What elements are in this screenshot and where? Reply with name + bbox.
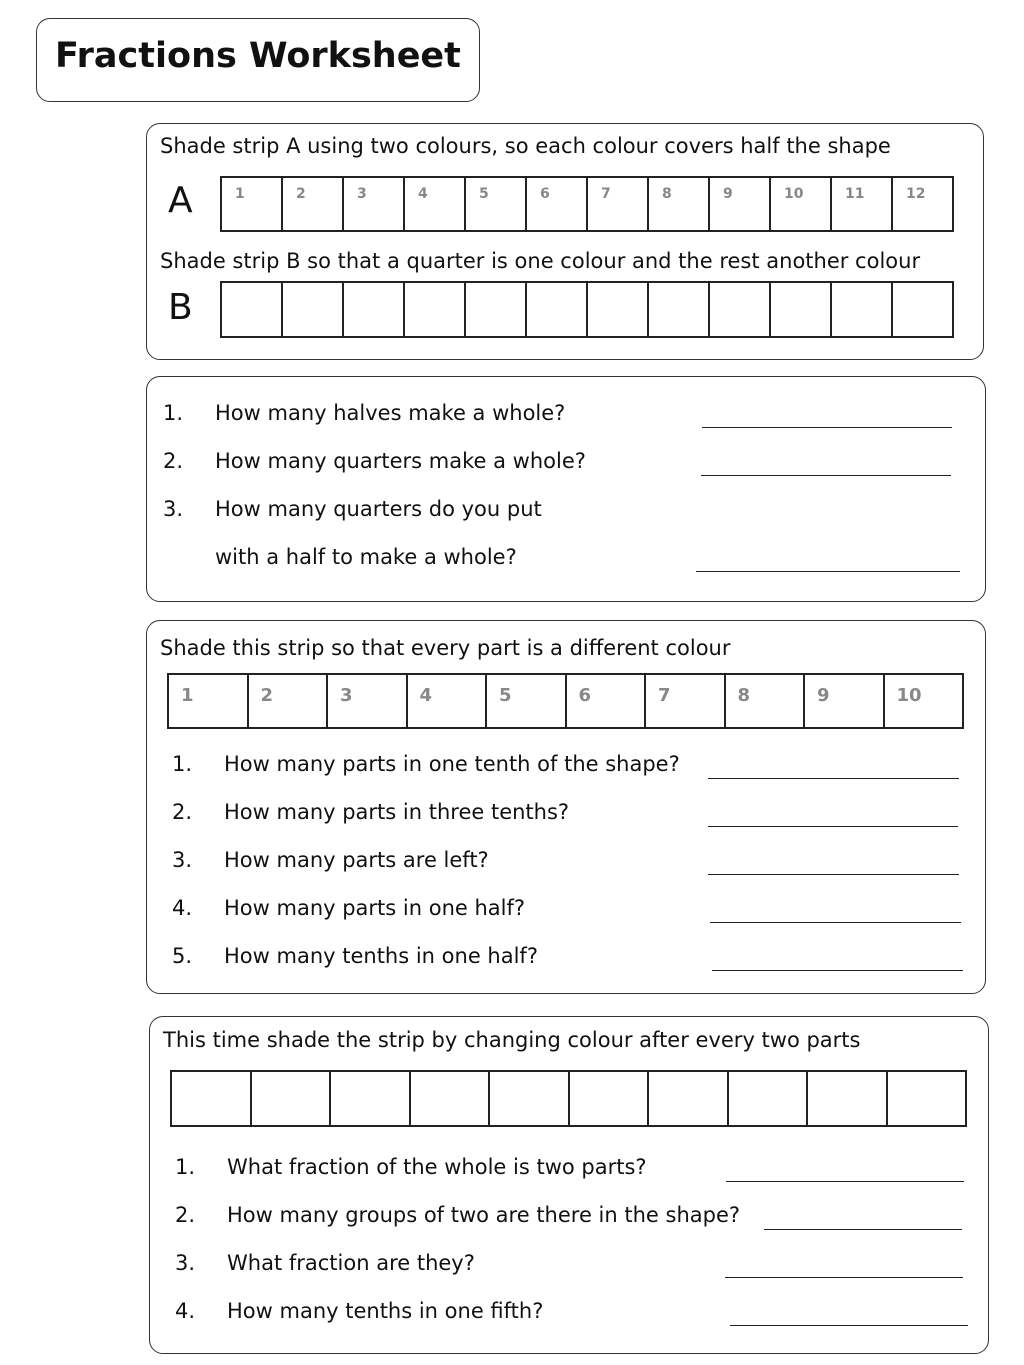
cell-number: 7	[658, 685, 671, 706]
cell-number: 10	[896, 685, 922, 706]
strip-cell[interactable]	[328, 675, 408, 727]
cell-number: 11	[845, 186, 865, 202]
strip-cell[interactable]	[726, 675, 806, 727]
question-text: How many parts are left?	[224, 848, 489, 872]
cell-number: 1	[235, 186, 245, 202]
answer-line[interactable]	[764, 1229, 962, 1230]
question-text: How many quarters do you put	[215, 497, 542, 521]
strip-cell[interactable]	[771, 178, 832, 230]
question-text: How many parts in one half?	[224, 896, 526, 920]
strip-cell[interactable]	[893, 178, 952, 230]
instruction-strip-a: Shade strip A using two colours, so each colour covers half the shape	[160, 134, 891, 158]
answer-line[interactable]	[702, 427, 952, 428]
question-number: 4.	[175, 1299, 196, 1323]
cell-number: 10	[784, 186, 804, 202]
question-number: 1.	[163, 401, 184, 425]
strip-cell[interactable]	[570, 1072, 650, 1125]
cell-number: 12	[906, 186, 926, 202]
fraction-strip-tenths[interactable]	[167, 673, 964, 729]
strip-cell[interactable]	[710, 283, 771, 336]
strip-cell[interactable]	[408, 675, 488, 727]
strip-cell[interactable]	[832, 283, 893, 336]
question-text: with a half to make a whole?	[215, 545, 517, 569]
cell-number: 8	[737, 685, 751, 706]
question-text: How many quarters make a whole?	[215, 449, 586, 473]
answer-line[interactable]	[726, 1181, 964, 1182]
question-number: 4.	[172, 896, 193, 920]
cell-number: 3	[357, 186, 367, 202]
strip-a-label: A	[168, 180, 193, 221]
cell-number: 1	[181, 685, 194, 706]
question-number: 3.	[163, 497, 184, 521]
strip-cell[interactable]	[490, 1072, 570, 1125]
question-text: How many parts in three tenths?	[224, 800, 570, 824]
strip-cell[interactable]	[885, 675, 963, 727]
strip-cell[interactable]	[646, 675, 726, 727]
strip-cell[interactable]	[283, 178, 344, 230]
page-title: Fractions Worksheet	[55, 36, 461, 76]
question-text: What fraction of the whole is two parts?	[227, 1155, 647, 1179]
strip-cell[interactable]	[805, 675, 885, 727]
cell-number: 3	[340, 685, 353, 706]
strip-cell[interactable]	[411, 1072, 491, 1125]
cell-number: 6	[540, 186, 550, 202]
strip-cell[interactable]	[172, 1072, 252, 1125]
answer-line[interactable]	[712, 970, 963, 971]
strip-cell[interactable]	[527, 283, 588, 336]
strip-cell[interactable]	[222, 283, 283, 336]
strip-cell[interactable]	[893, 283, 952, 336]
question-text: How many groups of two are there in the shape?	[227, 1203, 741, 1227]
strip-cell[interactable]	[710, 178, 771, 230]
strip-cell[interactable]	[331, 1072, 411, 1125]
fraction-strip-pairs[interactable]	[170, 1070, 967, 1127]
strip-cell[interactable]	[487, 675, 567, 727]
cell-number: 8	[662, 186, 672, 202]
strip-cell[interactable]	[527, 178, 588, 230]
question-text: How many halves make a whole?	[215, 401, 566, 425]
question-number: 1.	[175, 1155, 196, 1179]
fraction-strip-a[interactable]	[220, 176, 954, 232]
strip-cell[interactable]	[588, 283, 649, 336]
answer-line[interactable]	[701, 475, 951, 476]
cell-number: 2	[260, 685, 274, 706]
question-text: How many parts in one tenth of the shape?	[224, 752, 680, 776]
question-number: 2.	[175, 1203, 196, 1227]
cell-number: 4	[419, 685, 433, 706]
cell-number: 9	[723, 186, 733, 202]
answer-line[interactable]	[710, 922, 961, 923]
strip-cell[interactable]	[249, 675, 329, 727]
question-number: 2.	[172, 800, 193, 824]
question-number: 3.	[172, 848, 193, 872]
question-number: 2.	[163, 449, 184, 473]
instruction-tenths-strip: Shade this strip so that every part is a different colour	[160, 636, 731, 660]
instruction-pairs-strip: This time shade the strip by changing colour after every two parts	[163, 1028, 861, 1052]
strip-cell[interactable]	[729, 1072, 809, 1125]
strip-cell[interactable]	[808, 1072, 888, 1125]
cell-number: 4	[418, 186, 428, 202]
cell-number: 9	[817, 685, 830, 706]
strip-b-label: B	[168, 287, 193, 328]
strip-cell[interactable]	[169, 675, 249, 727]
question-text: How many tenths in one half?	[224, 944, 538, 968]
strip-cell[interactable]	[283, 283, 344, 336]
strip-cell[interactable]	[344, 178, 405, 230]
answer-line[interactable]	[696, 571, 960, 572]
strip-cell[interactable]	[832, 178, 893, 230]
cell-number: 5	[479, 186, 489, 202]
question-text: What fraction are they?	[227, 1251, 475, 1275]
answer-line[interactable]	[708, 874, 959, 875]
question-number: 3.	[175, 1251, 196, 1275]
fraction-strip-b[interactable]	[220, 281, 954, 338]
instruction-strip-b: Shade strip B so that a quarter is one colour and the rest another colour	[160, 249, 921, 273]
strip-cell[interactable]	[649, 1072, 729, 1125]
cell-number: 2	[296, 186, 306, 202]
answer-line[interactable]	[730, 1325, 968, 1326]
strip-cell[interactable]	[466, 283, 527, 336]
strip-cell[interactable]	[344, 283, 405, 336]
strip-cell[interactable]	[771, 283, 832, 336]
answer-line[interactable]	[708, 778, 959, 779]
cell-number: 6	[578, 685, 592, 706]
strip-cell[interactable]	[222, 178, 283, 230]
answer-line[interactable]	[708, 826, 958, 827]
answer-line[interactable]	[725, 1277, 963, 1278]
strip-cell[interactable]	[466, 178, 527, 230]
cell-number: 7	[601, 186, 611, 202]
strip-cell[interactable]	[252, 1072, 332, 1125]
strip-cell[interactable]	[649, 283, 710, 336]
question-text: How many tenths in one fifth?	[227, 1299, 544, 1323]
strip-cell[interactable]	[588, 178, 649, 230]
strip-cell[interactable]	[405, 283, 466, 336]
strip-cell[interactable]	[649, 178, 710, 230]
question-number: 5.	[172, 944, 193, 968]
question-number: 1.	[172, 752, 193, 776]
strip-cell[interactable]	[888, 1072, 966, 1125]
strip-cell[interactable]	[567, 675, 647, 727]
cell-number: 5	[499, 685, 512, 706]
strip-cell[interactable]	[405, 178, 466, 230]
